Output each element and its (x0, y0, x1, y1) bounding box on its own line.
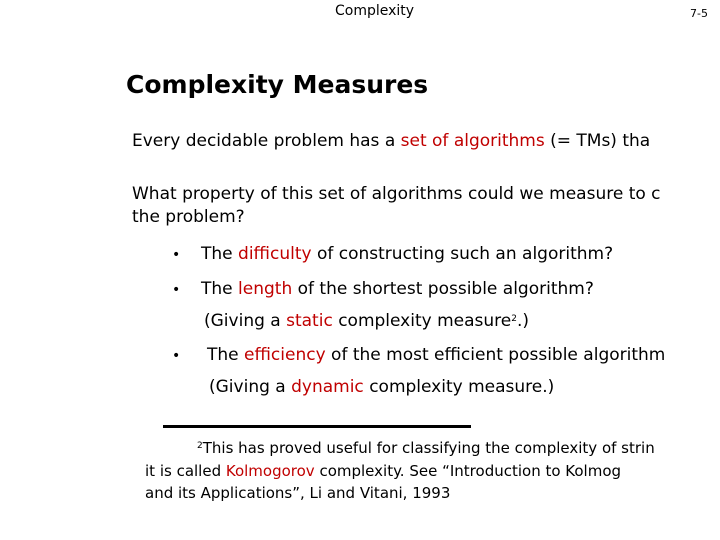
footnote-text-after: complexity. See “Introduction to Kolmog (314, 462, 622, 480)
note-text-end: .) (516, 311, 530, 331)
bullet-icon: • (172, 348, 181, 364)
note-highlight: static (286, 311, 333, 331)
bullet-text-before: The (201, 279, 239, 299)
bullet-note-dynamic (209, 377, 554, 397)
note-text-after: complexity measure.) (363, 377, 555, 397)
bullet-text-after: of the most efficient possible algorithm (325, 345, 666, 365)
footnote-text: This has proved useful for classifying the complexity of strin (202, 439, 655, 457)
footnote-line-3: and its Applications”, Li and Vitani, 1993 (145, 484, 451, 502)
bullet-item-difficulty (201, 244, 613, 264)
bullet-text-after: of constructing such an algorithm? (311, 244, 614, 264)
footnote-text-before: it is called (145, 462, 226, 480)
note-highlight: dynamic (291, 377, 364, 397)
footnote-highlight: Kolmogorov (225, 462, 315, 480)
bullet-highlight: length (238, 279, 293, 299)
footnote-divider (163, 425, 471, 428)
note-text-after: complexity measure (332, 311, 512, 331)
footnote-marker: 2 (197, 441, 203, 451)
intro-text-after: (= TMs) tha (544, 131, 651, 151)
intro-text-before: Every decidable problem has a (132, 131, 401, 151)
bullet-icon: • (172, 282, 181, 298)
bullet-icon: • (172, 247, 181, 263)
question-line-2: the problem? (132, 207, 245, 227)
bullet-note-static (204, 311, 529, 331)
footnote-reference: 2 (511, 314, 517, 324)
footnote-line-1 (197, 439, 655, 457)
note-text-before: (Giving a (209, 377, 292, 397)
bullet-item-length (201, 279, 594, 299)
header-title: Complexity (335, 3, 415, 19)
bullet-highlight: efficiency (244, 345, 326, 365)
bullet-highlight: difficulty (238, 244, 312, 264)
slide-title: Complexity Measures (126, 70, 429, 99)
note-text-before: (Giving a (204, 311, 287, 331)
bullet-text-after: of the shortest possible algorithm? (292, 279, 594, 299)
question-line-1: What property of this set of algorithms could we measure to c (132, 184, 661, 204)
bullet-item-efficiency (207, 345, 665, 365)
page-number: 7-5 (690, 7, 708, 20)
intro-highlight: set of algorithms (400, 131, 545, 151)
bullet-text-before: The (207, 345, 245, 365)
intro-sentence (132, 131, 650, 151)
bullet-text-before: The (201, 244, 239, 264)
footnote-line-2 (145, 462, 621, 480)
